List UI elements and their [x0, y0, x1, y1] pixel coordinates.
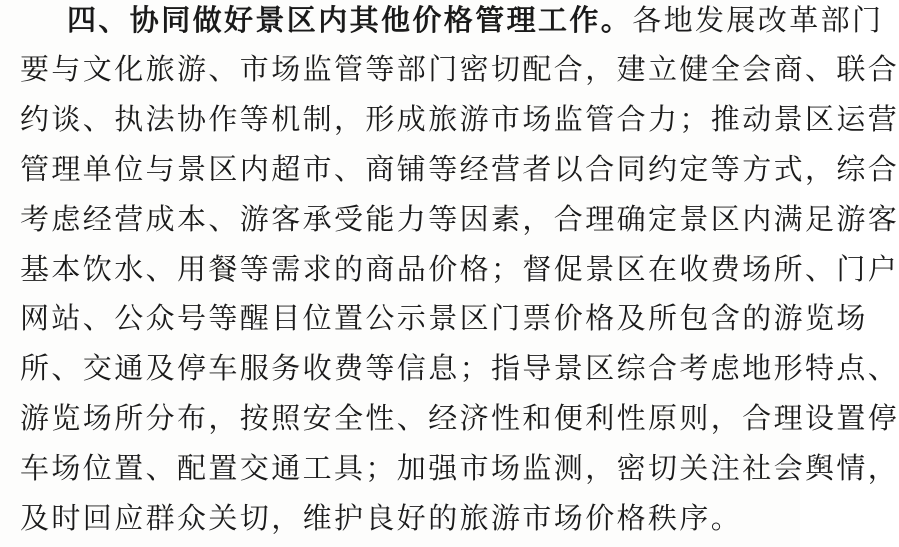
- paragraph-line-9: 游览场所分布，按照安全性、经济性和便利性原则，合理设置停: [20, 401, 899, 435]
- paragraph-line-5: 考虑经营成本、游客承受能力等因素，合理确定景区内满足游客: [20, 202, 899, 236]
- paragraph-line-2: 要与文化旅游、市场监管等部门密切配合，建立健全会商、联合: [20, 52, 899, 86]
- paragraph-line-8: 所、交通及停车服务收费等信息；指导景区综合考虑地形特点、: [20, 351, 899, 385]
- paragraph-line-1: [67, 2, 883, 38]
- paragraph-line-3: 约谈、执法协作等机制，形成旅游市场监管合力；推动景区运营: [20, 102, 899, 136]
- paragraph-line-6: 基本饮水、用餐等需求的商品价格；督促景区在收费场所、门户: [20, 252, 899, 286]
- paragraph-line-4: 管理单位与景区内超市、商铺等经营者以合同约定等方式，综合: [20, 152, 899, 186]
- paragraph-line-11: 及时回应群众关切，维护良好的旅游市场价格秩序。: [20, 501, 743, 535]
- paragraph-line-1-text: 各地发展改革部门: [632, 3, 884, 37]
- paragraph-line-7: 网站、公众号等醒目位置公示景区门票价格及所包含的游览场: [20, 301, 868, 335]
- section-heading: 四、协同做好景区内其他价格管理工作。: [67, 3, 633, 37]
- paragraph-line-10: 车场位置、配置交通工具；加强市场监测，密切关注社会舆情，: [20, 451, 899, 485]
